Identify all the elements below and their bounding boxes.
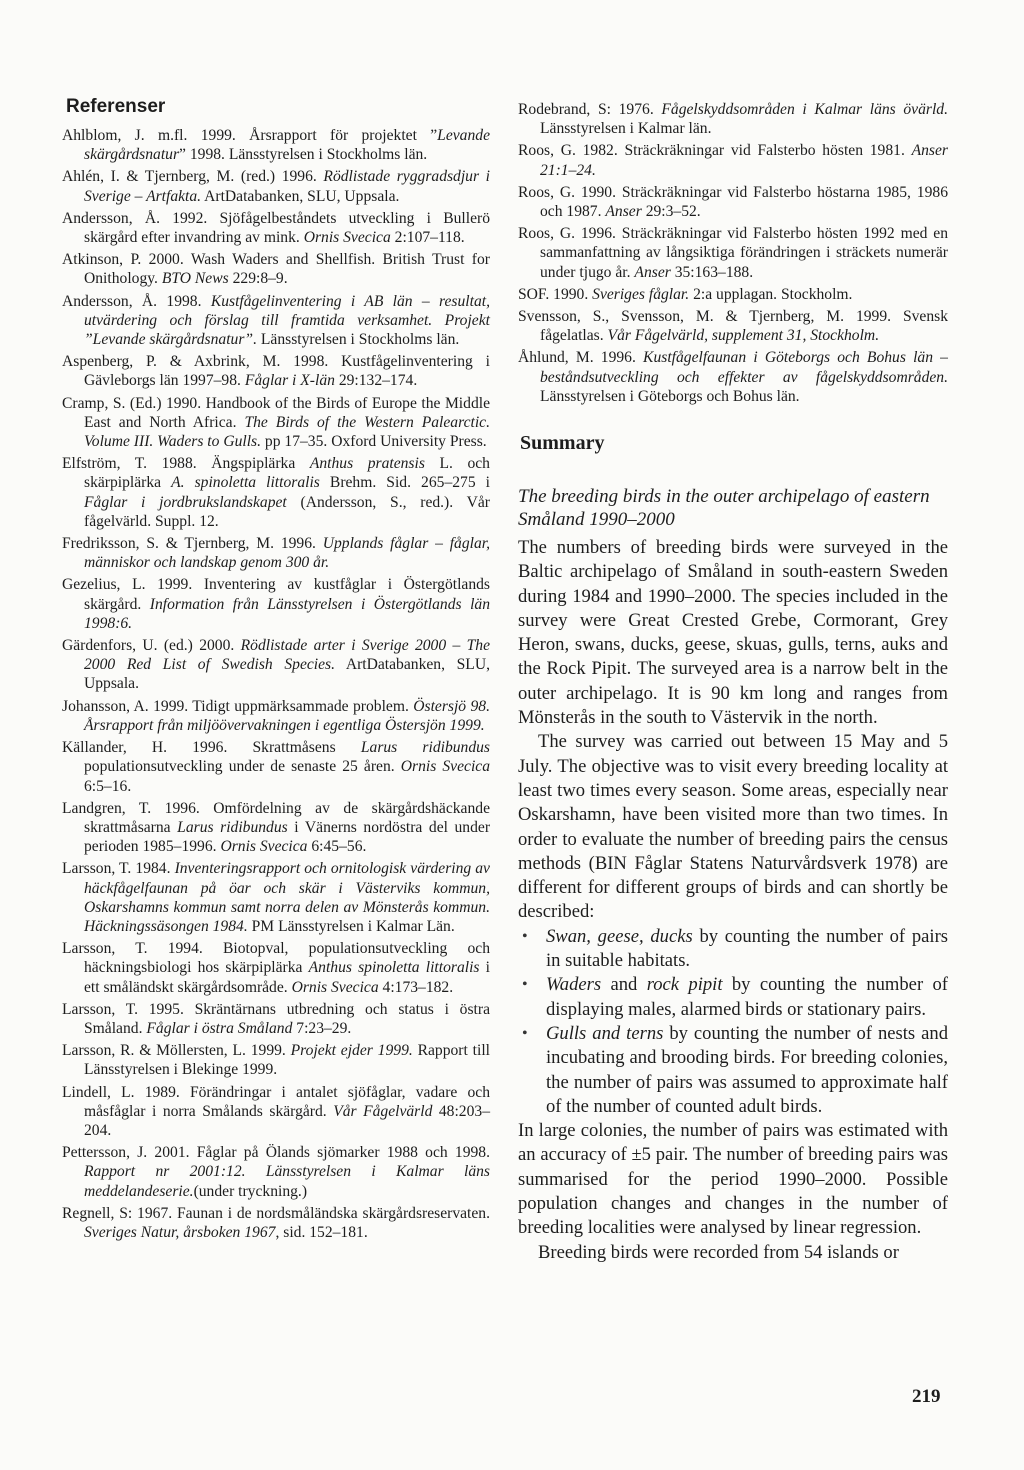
summary-body [518,536,948,1265]
summary-paragraph-3: In large colonies, the number of pairs was estimated with an accuracy of ±5 pair. The number of breeding pairs was summarised for the period 1990–2000. Possible population changes and changes in the number of breeding localities were analysed by linear regression. [518,1120,948,1239]
reference-entry: Rodebrand, S: 1976. Fågelskyddsområden i Kalmar läns övärld. Länsstyrelsen i Kalmar län. [518,101,948,138]
reference-entry: Atkinson, P. 2000. Wash Waders and Shellfish. British Trust for Onithology. BTO News 229:8–9. [62,251,490,288]
bullet-lead: Waders [546,974,602,996]
bullet-lead-2: rock pipit [646,974,723,996]
census-method-list [518,925,948,1119]
reference-entry: Roos, G. 1982. Sträckräkningar vid Falsterbo hösten 1981. Anser 21:1–24. [518,142,948,179]
reference-entry: Fredriksson, S. & Tjernberg, M. 1996. Upplands fåglar – fåglar, människor och landskap genom 300 år. [62,535,490,572]
reference-entry: Källander, H. 1996. Skrattmåsens Larus ridibundus populationsutveckling under de senaste 25 åren. Ornis Svecica 6:5–16. [62,739,491,795]
reference-entry: Pettersson, J. 2001. Fåglar på Ölands sjömarker 1988 och 1998. Rapport nr 2001:12. Länsstyrelsen i Kalmar läns meddelandeserie.(under tryckning.) [62,1144,490,1200]
bullet-text: and [601,974,647,996]
bullet-lead: Swan, geese, ducks [546,925,693,947]
reference-entry: Svensson, S., Svensson, M. & Tjernberg, M. 1999. Svensk fågelatlas. Vår Fågelvärld, supplement 31, Stockholm. [518,308,948,345]
reference-entry: Larsson, T. 1994. Biotopval, populationsutveckling och häckningsbiologi hos skärpiplärka Anthus spinoletta littoralis i ett småländskt skärgårdsområde. Ornis Svecica 4:173–182. [62,940,490,996]
bullet-text: by counting the number of nests and incubating and brooding birds. For breeding colonies, the number of pairs was assumed to approximate half of the number of counted adult birds. [546,1022,948,1117]
reference-entry: SOF. 1990. Sveriges fåglar. 2:a upplagan. Stockholm. [518,285,853,303]
reference-entry: Gezelius, L. 1999. Inventering av kustfåglar i Östergötlands skärgård. Information från Länsstyrelsen i Östergötlands län 1998:6. [62,576,490,632]
reference-entry: Lindell, L. 1989. Förändringar i antalet sjöfåglar, vadare och måsfåglar i norra Smålands skärgård. Vår Fågelvärld 48:203–204. [62,1083,490,1139]
reference-entry: Cramp, S. (Ed.) 1990. Handbook of the Birds of Europe the Middle East and North Africa. The Birds of the Western Palearctic. Volume III. Waders to Gulls. pp 17–35. Oxford University Press. [62,394,490,451]
bullet-lead: Gulls and terns [546,1022,664,1044]
reference-entry: Aspenberg, P. & Axbrink, M. 1998. Kustfågelinventering i Gävleborgs län 1997–98. Fåglar i X-län 29:132–174. [62,353,490,390]
reference-entry: Johansson, A. 1999. Tidigt uppmärksammade problem. Östersjö 98. Årsrapport från miljöövervakningen i egentliga Östersjön 1999. [62,697,490,734]
list-item [518,973,948,1022]
reference-list-left [62,126,490,1245]
reference-entry: Larsson, T. 1995. Skräntärnans utbredning och status i östra Småland. Fåglar i östra Småland 7:23–29. [62,1000,490,1037]
reference-entry: Ahlblom, J. m.fl. 1999. Årsrapport för projektet ”Levande skärgårdsnatur” 1998. Länsstyrelsen i Stockholms län. [62,127,490,164]
reference-entry: Roos, G. 1996. Sträckräkningar vid Falsterbo hösten 1992 med en sammanfattning av långsiktiga förändringen i sträckets numerär under tjugo år. Anser 35:163–188. [518,225,948,281]
summary-paragraph-2: The survey was carried out between 15 May and 5 July. The objective was to visit every breeding locality at least two times every season. Some areas, especially near Oskarshamn, have been visited more than two times. In order to evaluate the number of breeding pairs the census methods (BIN Fåglar Statens Naturvårdsverk 1978) are different for different groups of birds and can shortly be described: [518,731,948,923]
bullet-text: by counting the number of pairs in suitable habitats. [546,925,949,972]
reference-entry: Åhlund, M. 1996. Kustfågelfaunan i Göteborgs och Bohus län – beståndsutveckling och effekter av fågelskyddsområden. Länsstyrelsen i Göteborgs och Bohus län. [518,349,948,405]
reference-entry: Elfström, T. 1988. Ängspiplärka Anthus pratensis L. och skärpiplärka A. spinoletta littoralis Brehm. Sid. 265–275 i Fåglar i jordbrukslandskapet (Andersson, S., red.). Vår fågelvärld. Suppl. 12. [62,455,491,530]
reference-entry: Regnell, S: 1967. Faunan i de nordsmåländska skärgårdsreservaten. Sveriges Natur, årsboken 1967, sid. 152–181. [62,1204,490,1241]
bullet-icon: • [522,976,528,994]
reference-entry: Roos, G. 1990. Sträckräkningar vid Falsterbo höstarna 1985, 1986 och 1987. Anser 29:3–52. [518,183,948,221]
summary-paragraph-4: Breeding birds were recorded from 54 islands or [538,1241,899,1263]
page-number: 219 [912,1386,941,1407]
reference-entry: Ahlén, I. & Tjernberg, M. (red.) 1996. Rödlistade ryggradsdjur i Sverige – Artfakta. ArtDatabanken, SLU, Uppsala. [62,168,491,205]
summary-paragraph-1: The numbers of breeding birds were surveyed in the Baltic archipelago of Småland in south-eastern Sweden during 1984 and 1990–2000. The species included in the survey were Great Crested Grebe, Cormorant, Grey Heron, swans, ducks, geese, skuas, gulls, terns, auks and the Rock Pipit. The surveyed area is a narrow belt in the outer archipelago. It is 90 km long and ranges from Mönsterås in the south to Västervik in the north. [518,537,948,729]
reference-entry: Larsson, T. 1984. Inventeringsrapport och ornitologisk värdering av häckfågelfaunan på öar och skär i Västerviks kommun, Oskarshamns kommun samt norra delen av Mönsterås kommun. Häckningssäsongen 1984. PM Länsstyrelsen i Kalmar Län. [62,860,490,935]
reference-list-right [518,100,948,409]
reference-entry: Andersson, Å. 1992. Sjöfågelbeståndets utveckling i Bullerö skärgård efter invandring av mink. Ornis Svecica 2:107–118. [62,209,490,247]
bullet-text: by counting the number of displaying males, alarmed birds or stationary pairs. [546,974,948,1020]
bullet-icon: • [522,1024,528,1042]
reference-entry: Landgren, T. 1996. Omfördelning av de skärgårdshäckande skrattmåsarna Larus ridibundus i Vänerns nordöstra del under perioden 1985–1996. Ornis Svecica 6:45–56. [62,799,491,856]
reference-entry: Gärdenfors, U. (ed.) 2000. Rödlistade arter i Sverige 2000 – The 2000 Red List of Swedish Species. ArtDatabanken, SLU, Uppsala. [62,637,491,693]
references-heading: Referenser [66,96,166,117]
summary-title: The breeding birds in the outer archipelago of eastern Småland 1990–2000 [518,486,930,530]
reference-entry: Larsson, R. & Möllersten, L. 1999. Projekt ejder 1999. Rapport till Länsstyrelsen i Blekinge 1999. [62,1042,490,1079]
summary-heading: Summary [520,432,605,454]
bullet-icon: • [522,927,528,945]
list-item [518,925,948,974]
list-item [518,1022,948,1119]
reference-entry: Andersson, Å. 1998. Kustfågelinventering i AB län – resultat, utvärdering och förslag till framtida verksamhet. Projekt ”Levande skärgårdsnatur”. Länsstyrelsen i Stockholms län. [62,292,490,349]
